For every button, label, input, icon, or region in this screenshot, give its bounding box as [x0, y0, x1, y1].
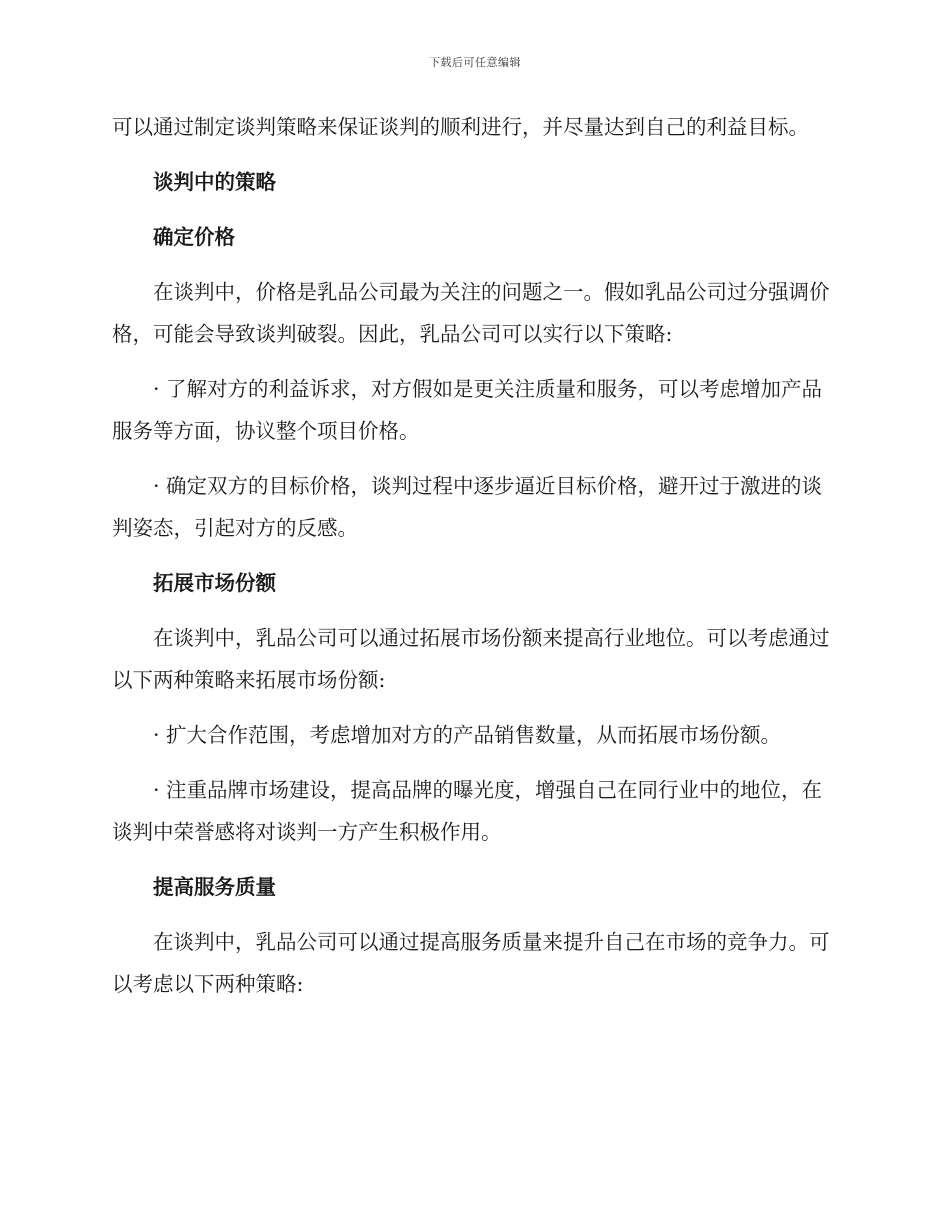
price-bullet-2: · 确定双方的目标价格，谈判过程中逐步逼近目标价格，避开过于激进的谈判姿态，引起对方的反感。 — [112, 474, 823, 540]
document-body — [112, 106, 834, 1018]
page-header: 下载后可任意编辑 — [429, 56, 521, 69]
subheading-market-share: 拓展市场份额 — [153, 571, 276, 595]
price-bullet-1: · 了解对方的利益诉求，对方假如是更关注质量和服务，可以考虑增加产品服务等方面，协议整个项目价格。 — [112, 377, 823, 443]
subheading-price: 确定价格 — [153, 225, 235, 249]
market-paragraph: 在谈判中，乳品公司可以通过拓展市场份额来提高行业地位。可以考虑通过以下两种策略来拓展市场份额: — [112, 626, 830, 692]
service-paragraph: 在谈判中，乳品公司可以通过提高服务质量来提升自己在市场的竞争力。可以考虑以下两种策略: — [112, 930, 830, 996]
intro-continuation-paragraph: 可以通过制定谈判策略来保证谈判的顺利进行，并尽量达到自己的利益目标。 — [112, 115, 809, 139]
market-bullet-2: · 注重品牌市场建设，提高品牌的曝光度，增强自己在同行业中的地位，在谈判中荣誉感将对谈判一方产生积极作用。 — [112, 778, 823, 844]
price-paragraph: 在谈判中，价格是乳品公司最为关注的问题之一。假如乳品公司过分强调价格，可能会导致谈判破裂。因此，乳品公司可以实行以下策略: — [112, 280, 830, 346]
subheading-service-quality: 提高服务质量 — [153, 875, 276, 899]
market-bullet-1: · 扩大合作范围，考虑增加对方的产品销售数量，从而拓展市场份额。 — [153, 723, 782, 747]
section-heading-strategy: 谈判中的策略 — [153, 170, 276, 194]
